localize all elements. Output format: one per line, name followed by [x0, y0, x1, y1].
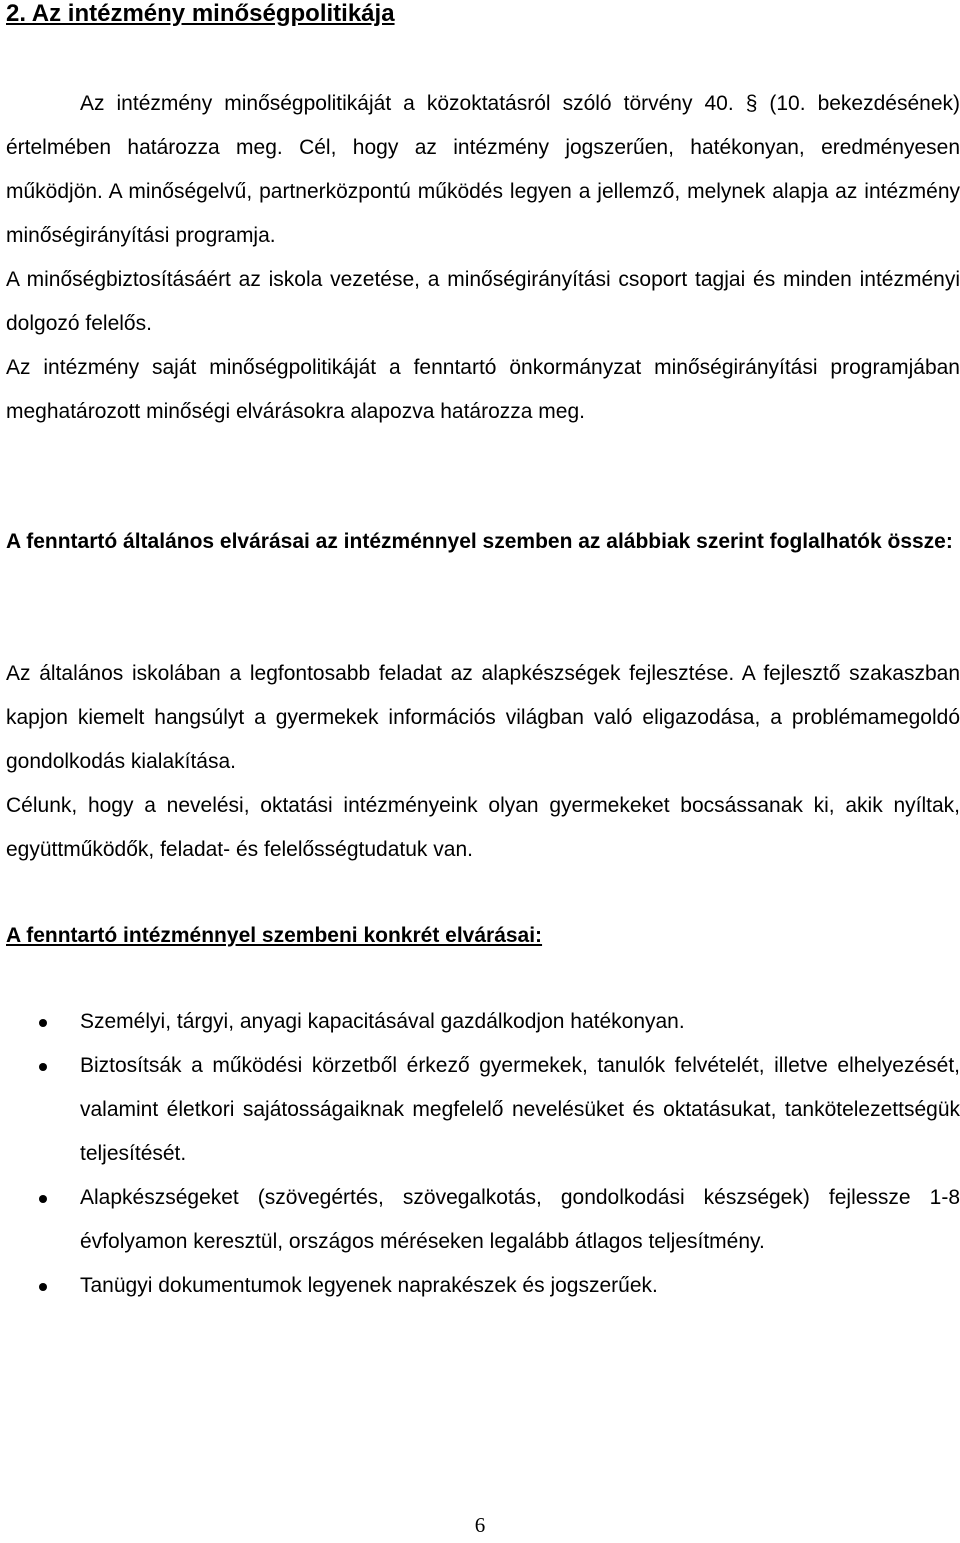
list-item	[6, 1000, 960, 1044]
intro-paragraph-3: Az intézmény saját minőségpolitikáját a fenntartó önkormányzat minőségirányítási programjában meghatározott minőségi elvárásokra alapozva határozza meg.	[6, 356, 960, 423]
list-item-text: Biztosítsák a működési körzetből érkező gyermekek, tanulók felvételét, illetve elhelyezését, valamint életkori sajátosságaiknak megfelelő nevelésüket és oktatásukat, tankötelezettségük teljesítését.	[80, 1054, 960, 1165]
list-item	[6, 1044, 960, 1176]
general-paragraph-2: Célunk, hogy a nevelési, oktatási intézményeink olyan gyermekeket bocsássanak ki, akik nyíltak, együttműködők, feladat- és felelősségtudatuk van.	[6, 794, 960, 861]
list-item	[6, 1264, 960, 1308]
bullet-icon	[39, 1063, 47, 1071]
list-item	[6, 1176, 960, 1264]
section-general-title: A fenntartó általános elvárásai az intézménnyel szemben az alábbiak szerint foglalhatók össze:	[6, 530, 953, 553]
list-item-text: Személyi, tárgyi, anyagi kapacitásával gazdálkodjon hatékonyan.	[80, 1010, 685, 1033]
list-item-text: Tanügyi dokumentumok legyenek naprakészek és jogszerűek.	[80, 1274, 658, 1297]
section-general-text	[6, 652, 960, 872]
intro-text	[6, 82, 960, 434]
page-heading: 2. Az intézmény minőségpolitikája	[6, 0, 395, 27]
bullet-icon	[39, 1019, 47, 1027]
list-item-text: Alapkészségeket (szövegértés, szövegalkotás, gondolkodási készségek) fejlessze 1-8 évfolyamon keresztül, országos méréseken legalább átlagos teljesítmény.	[80, 1186, 960, 1253]
intro-paragraph-2: A minőségbiztosításáért az iskola vezetése, a minőségirányítási csoport tagjai és minden intézményi dolgozó felelős.	[6, 268, 960, 335]
bullet-icon	[39, 1283, 47, 1291]
intro-paragraph-1: Az intézmény minőségpolitikáját a közoktatásról szóló törvény 40. § (10. bekezdésének) értelmében határozza meg. Cél, hogy az intézmény jogszerűen, hatékonyan, eredményesen működjön. A minőségelvű, partnerközpontú működés legyen a jellemző, melynek alapja az intézmény minőségirányítási programja.	[6, 92, 960, 247]
section-specific-title: A fenntartó intézménnyel szembeni konkrét elvárásai:	[6, 924, 543, 947]
bullet-icon	[39, 1195, 47, 1203]
expectations-list	[6, 1000, 960, 1308]
page-number: 6	[474, 1513, 486, 1537]
general-paragraph-1: Az általános iskolában a legfontosabb feladat az alapkészségek fejlesztése. A fejlesztő szakaszban kapjon kiemelt hangsúlyt a gyermekek információs világban való eligazodása, a problémamegoldó gondolkodás kialakítása.	[6, 662, 960, 773]
